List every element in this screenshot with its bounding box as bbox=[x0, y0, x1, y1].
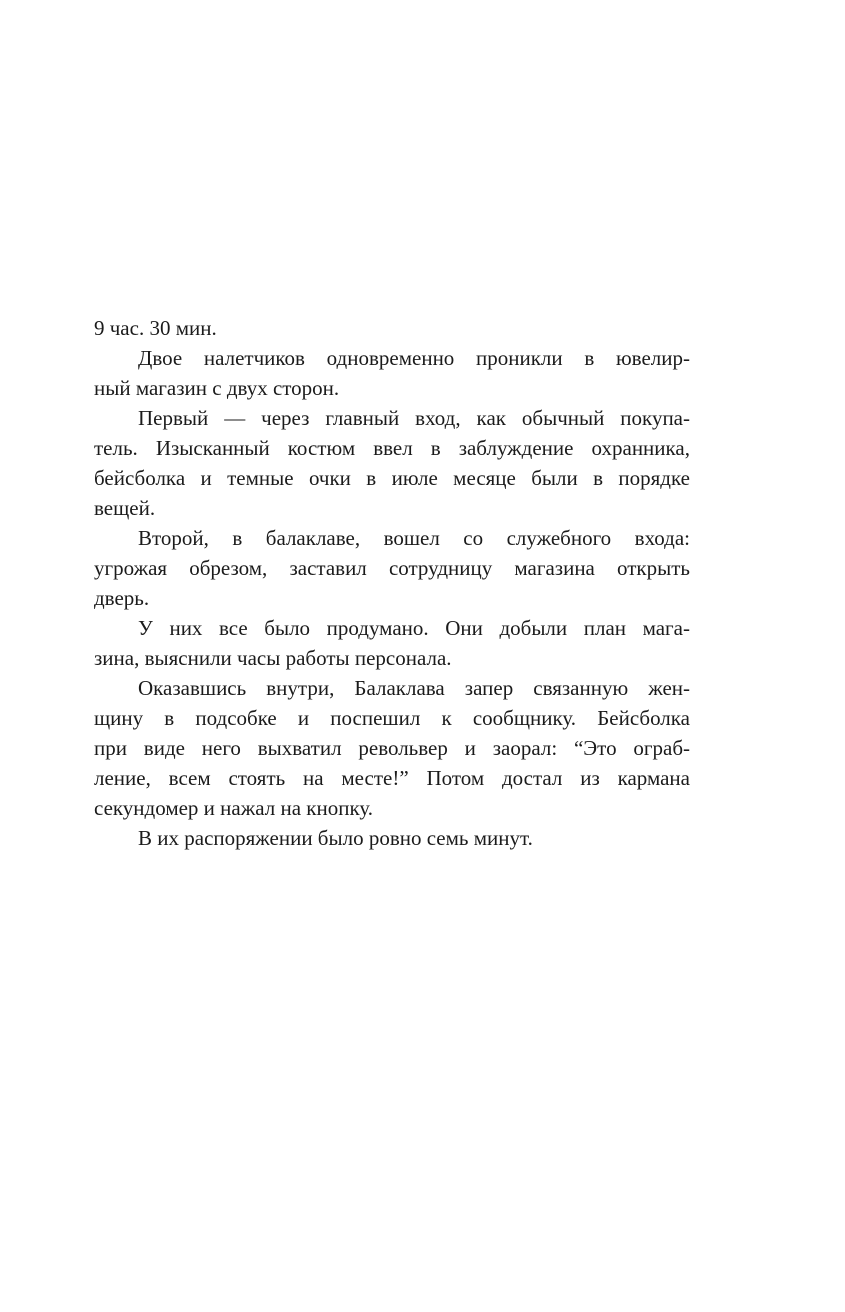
text-line: бейсболка и темные очки в июле месяце были в порядке bbox=[94, 466, 690, 490]
text-line: при виде него выхватил револьвер и заорал: “Это ограб- bbox=[94, 736, 690, 760]
paragraph bbox=[94, 823, 690, 853]
paragraph bbox=[94, 343, 690, 403]
text-line: Оказавшись внутри, Балаклава запер связанную жен- bbox=[138, 676, 690, 700]
text-line: вещей. bbox=[94, 496, 156, 520]
paragraph bbox=[94, 613, 690, 673]
paragraph bbox=[94, 403, 690, 523]
text-line: У них все было продумано. Они добыли план мага- bbox=[138, 616, 690, 640]
text-line: Двое налетчиков одновременно проникли в ювелир- bbox=[138, 346, 690, 370]
text-line: 9 час. 30 мин. bbox=[94, 316, 217, 340]
text-line: тель. Изысканный костюм ввел в заблуждение охранника, bbox=[94, 436, 690, 460]
text-line: зина, выяснили часы работы персонала. bbox=[94, 646, 452, 670]
text-line: угрожая обрезом, заставил сотрудницу магазина открыть bbox=[94, 556, 690, 580]
text-line: ление, всем стоять на месте!” Потом достал из кармана bbox=[94, 766, 690, 790]
page-text-block bbox=[94, 313, 690, 853]
text-line: щину в подсобке и поспешил к сообщнику. Бейсболка bbox=[94, 706, 690, 730]
text-line: Второй, в балаклаве, вошел со служебного входа: bbox=[138, 526, 690, 550]
paragraph-time bbox=[94, 313, 690, 343]
text-line: дверь. bbox=[94, 586, 150, 610]
text-line: Первый — через главный вход, как обычный покупа- bbox=[138, 406, 690, 430]
text-line: ный магазин с двух сторон. bbox=[94, 376, 340, 400]
text-line: В их распоряжении было ровно семь минут. bbox=[138, 826, 533, 850]
paragraph bbox=[94, 523, 690, 613]
paragraph bbox=[94, 673, 690, 823]
text-line: секундомер и нажал на кнопку. bbox=[94, 796, 374, 820]
